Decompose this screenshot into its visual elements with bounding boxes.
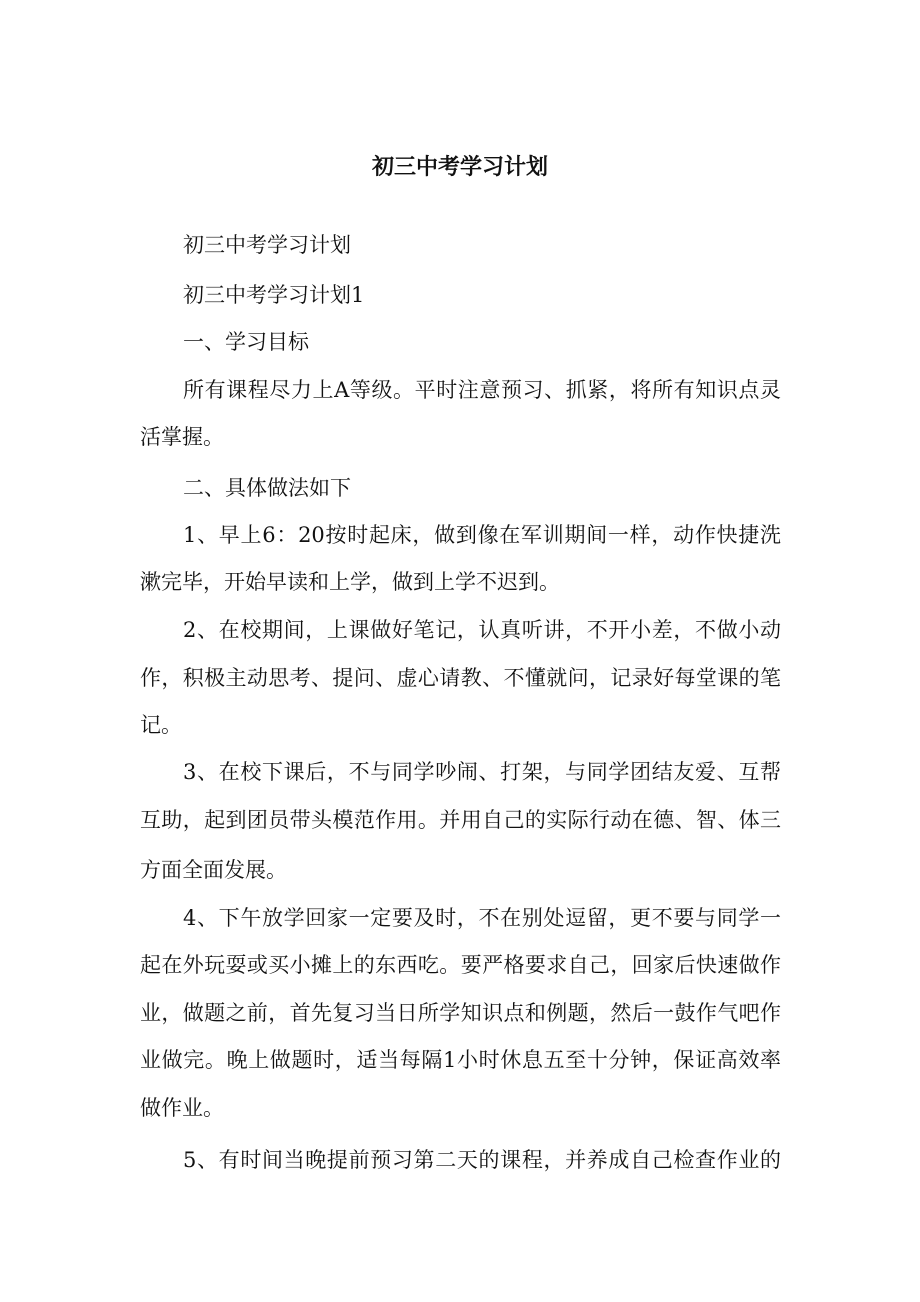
paragraph-line: 漱完毕，开始早读和上学，做到上学不迟到。	[140, 570, 560, 594]
paragraph-first-line: 2、在校期间，上课做好笔记，认真听讲，不开小差，不做小动	[183, 618, 781, 642]
paragraph-line: 记。	[140, 713, 182, 737]
paragraph-line: 活掌握。	[140, 425, 224, 449]
paragraph-first-line: 所有课程尽力上A等级。平时注意预习、抓紧，将所有知识点灵	[183, 378, 781, 402]
paragraph-first-line: 4、下午放学回家一定要及时，不在别处逗留，更不要与同学一	[183, 906, 781, 930]
paragraph-line: 作，积极主动思考、提问、虚心请教、不懂就问，记录好每堂课的笔	[140, 666, 781, 690]
paragraph-line: 互助，起到团员带头模范作用。并用自己的实际行动在德、智、体三	[140, 808, 781, 832]
paragraph-line: 方面全面发展。	[140, 858, 287, 882]
paragraph-line: 业，做题之前，首先复习当日所学知识点和例题，然后一鼓作气吧作	[140, 1001, 781, 1025]
document-title: 初三中考学习计划	[371, 154, 548, 180]
paragraph-first-line: 一、学习目标	[183, 330, 309, 354]
paragraph-first-line: 初三中考学习计划1	[183, 283, 365, 307]
paragraph-line: 做作业。	[140, 1096, 224, 1120]
paragraph-line: 业做完。晚上做题时，适当每隔1小时休息五至十分钟，保证高效率	[140, 1048, 781, 1072]
paragraph-first-line: 初三中考学习计划	[183, 233, 351, 257]
paragraph-first-line: 3、在校下课后，不与同学吵闹、打架，与同学团结友爱、互帮	[183, 760, 781, 784]
paragraph-first-line: 1、早上6：20按时起床，做到像在军训期间一样，动作快捷洗	[183, 523, 781, 547]
paragraph-first-line: 5、有时间当晚提前预习第二天的课程，并养成自己检查作业的	[183, 1148, 781, 1172]
paragraph-line: 起在外玩耍或买小摊上的东西吃。要严格要求自己，回家后快速做作	[140, 953, 781, 977]
paragraph-first-line: 二、具体做法如下	[183, 476, 351, 500]
